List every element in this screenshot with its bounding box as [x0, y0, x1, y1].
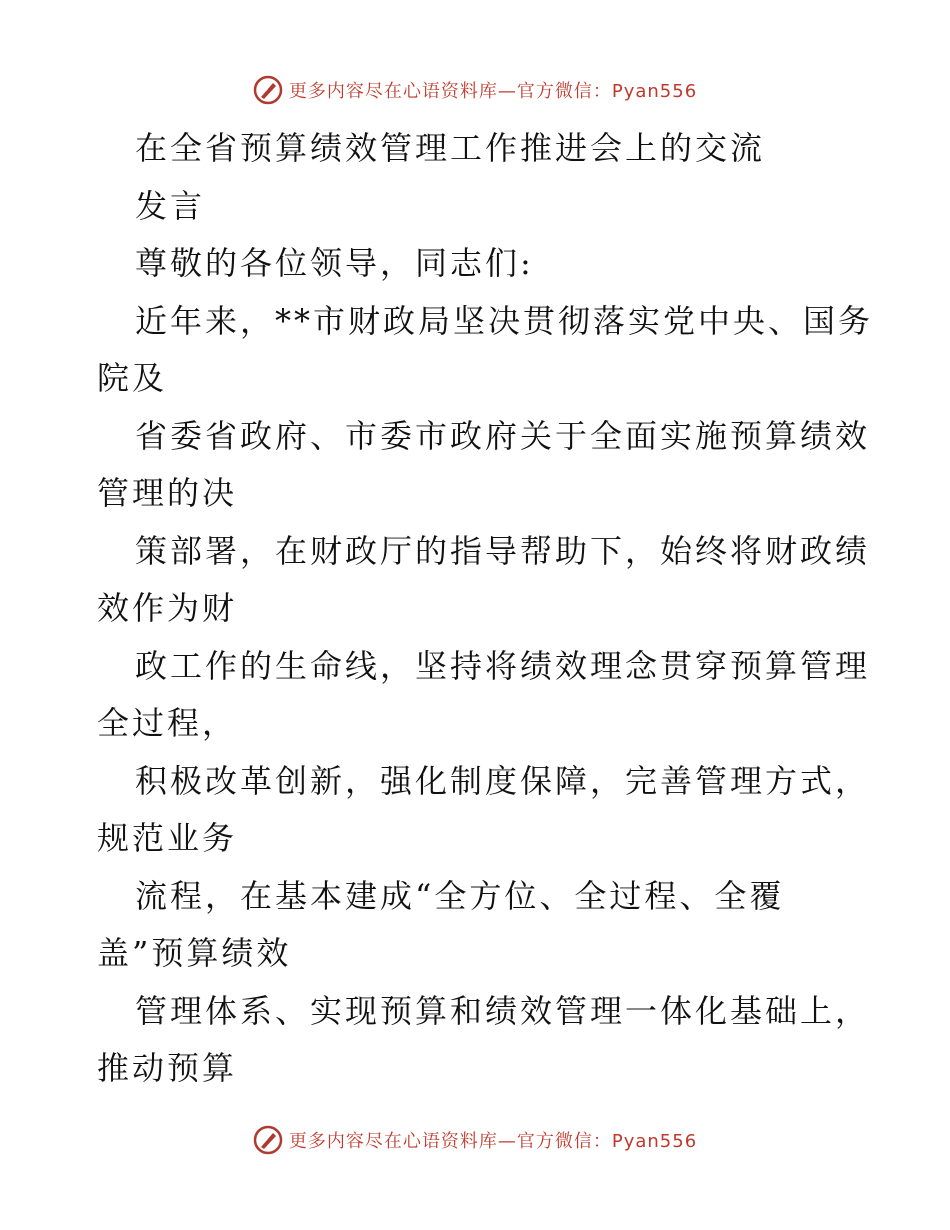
text-line: 尊敬的各位领导，同志们: [135, 244, 534, 282]
text-line: 院及 [97, 359, 168, 397]
text-line: 全过程， [97, 704, 238, 742]
text-line: 流程，在基本建成“全方位、全过程、全覆 [135, 876, 785, 915]
watermark-text: 更多内容尽在心语资料库—官方微信：Pyan556 [288, 81, 698, 102]
text-line: 管理的决 [97, 474, 238, 512]
text-line: 盖”预算绩效 [97, 934, 292, 972]
text-line: 效作为财 [97, 589, 238, 627]
text-line: 策部署，在财政厅的指导帮助下，始终将财政绩 [135, 531, 871, 570]
text-line: 政工作的生命线，坚持将绩效理念贯穿预算管理 [135, 646, 871, 685]
text-line: 规范业务 [97, 819, 238, 857]
header-watermark [0, 70, 950, 110]
text-line: 管理体系、实现预算和绩效管理一体化基础上， [135, 991, 871, 1030]
pen-logo-icon [253, 75, 283, 105]
text-line: 省委省政府、市委市政府关于全面实施预算绩效 [135, 416, 871, 455]
text-line: 积极改革创新，强化制度保障，完善管理方式， [135, 761, 871, 800]
text-line: 在全省预算绩效管理工作推进会上的交流 [135, 129, 766, 167]
text-line: 近年来，**市财政局坚决贯彻落实党中央、国务 [135, 301, 874, 340]
text-line: 发言 [135, 186, 206, 225]
footer-watermark [0, 1120, 950, 1160]
watermark-text: 更多内容尽在心语资料库—官方微信：Pyan556 [288, 1131, 698, 1152]
pen-logo-icon [253, 1125, 283, 1155]
text-line: 推动预算 [97, 1049, 238, 1087]
document-body [97, 120, 877, 1098]
